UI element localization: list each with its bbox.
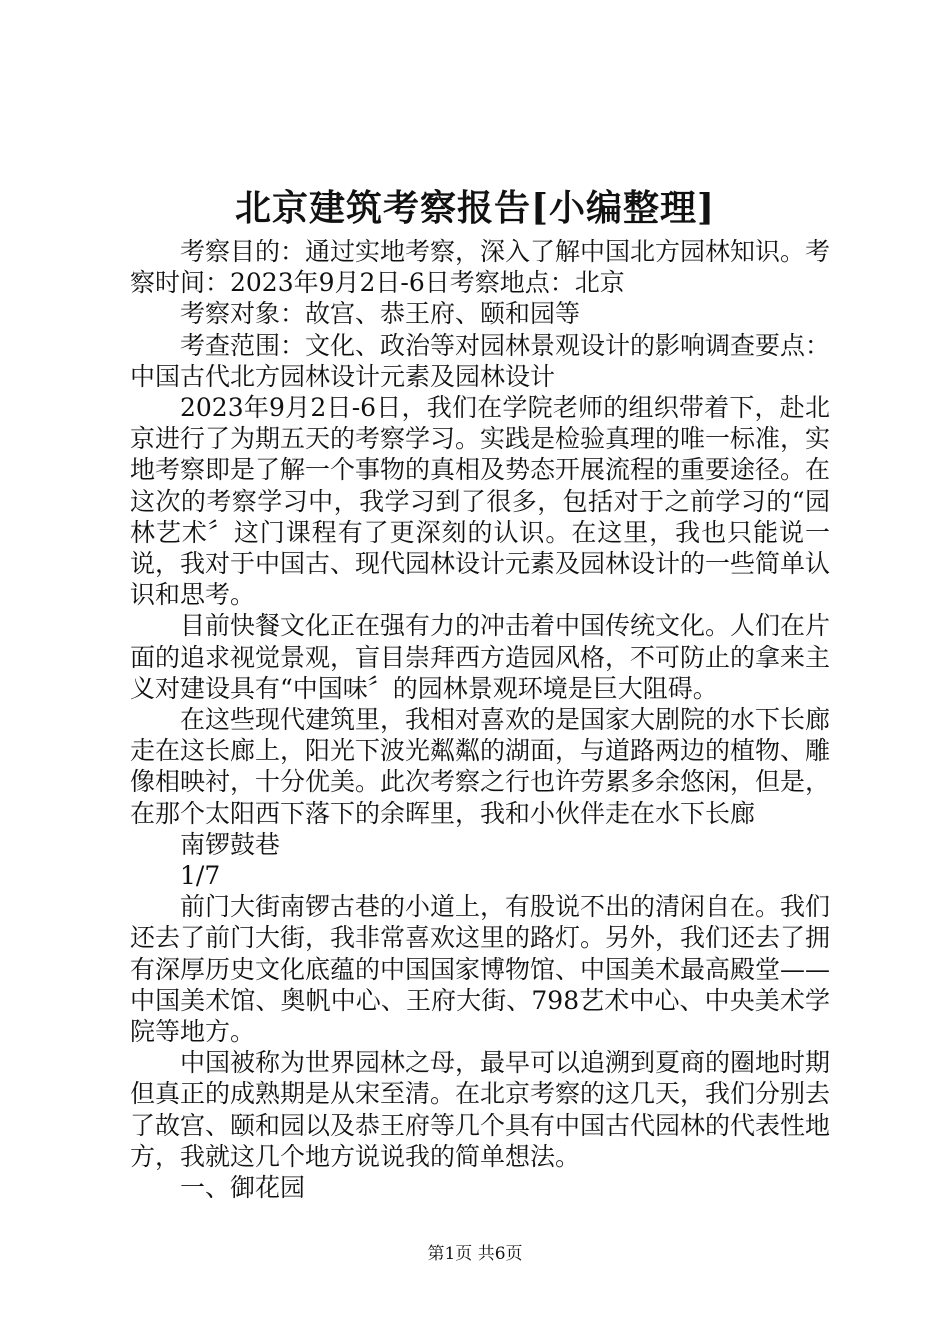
paragraph-scope: 考查范围：文化、政治等对园林景观设计的影响调查要点：中国古代北方园林设计元素及园林设计 — [130, 330, 831, 391]
image-counter: 1/7 — [180, 861, 221, 891]
paragraph-national-theater: 在这些现代建筑里，我相对喜欢的是国家大剧院的水下长廊走在这长廊上，阳光下波光粼粼的湖面，与道路两边的植物、雕像相映衬，十分优美。此次考察之行也许劳累多余悠闲，但是，在那个太阳西下落下的余晖里，我和小伙伴走在水下长廊 — [130, 705, 831, 828]
paragraph-trip-intro: 2023年9月2日-6日，我们在学院老师的组织带着下，赴北京进行了为期五天的考察学习。实践是检验真理的唯一标准，实地考察即是了解一个事物的真相及势态开展流程的重要途径。在这次的考察学习中，我学习到了很多，包括对于之前学习的“园林艺术〞这门课程有了更深刻的认识。在这里，我也只能说一说，我对于中国古、现代园林设计元素及园林设计的一些简单认识和思考。 — [130, 393, 831, 610]
paragraph-qianmen-street: 前门大街南锣古巷的小道上，有股说不出的清闲自在。我们还去了前门大街，我非常喜欢这里的路灯。另外，我们还去了拥有深厚历史文化底蕴的中国国家博物馆、中国美术最高殿堂——中国美术馆、奥帆中心、王府大街、798艺术中心、中央美术学院等地方。 — [130, 892, 831, 1047]
paragraph-garden-history: 中国被称为世界园林之母，最早可以追溯到夏商的圈地时期但真正的成熟期是从宋至清。在北京考察的这几天，我们分别去了故宫、颐和园以及恭王府等几个具有中国古代园林的代表性地方，我就这几个地方说说我的简单想法。 — [130, 1048, 831, 1171]
paragraph-fast-food-culture: 目前快餐文化正在强有力的冲击着中国传统文化。人们在片面的追求视觉景观，盲目崇拜西方造园风格，不可防止的拿来主义对建设具有“中国味〞的园林景观环境是巨大阻碍。 — [130, 611, 831, 703]
section-heading-imperial-garden: 一、御花园 — [180, 1173, 306, 1203]
page-footer: 第1页 共6页 — [427, 1244, 523, 1264]
image-caption-nanluoguxiang: 南锣鼓巷 — [180, 829, 281, 859]
document-body — [130, 236, 830, 1203]
paragraph-objects: 考察对象：故宫、恭王府、颐和园等 — [180, 299, 581, 329]
paragraph-purpose-time-place: 考察目的：通过实地考察，深入了解中国北方园林知识。考察时间：2023年9月2日-6日考察地点：北京 — [130, 237, 831, 298]
document-title: 北京建筑考察报告[小编整理] — [234, 187, 716, 229]
